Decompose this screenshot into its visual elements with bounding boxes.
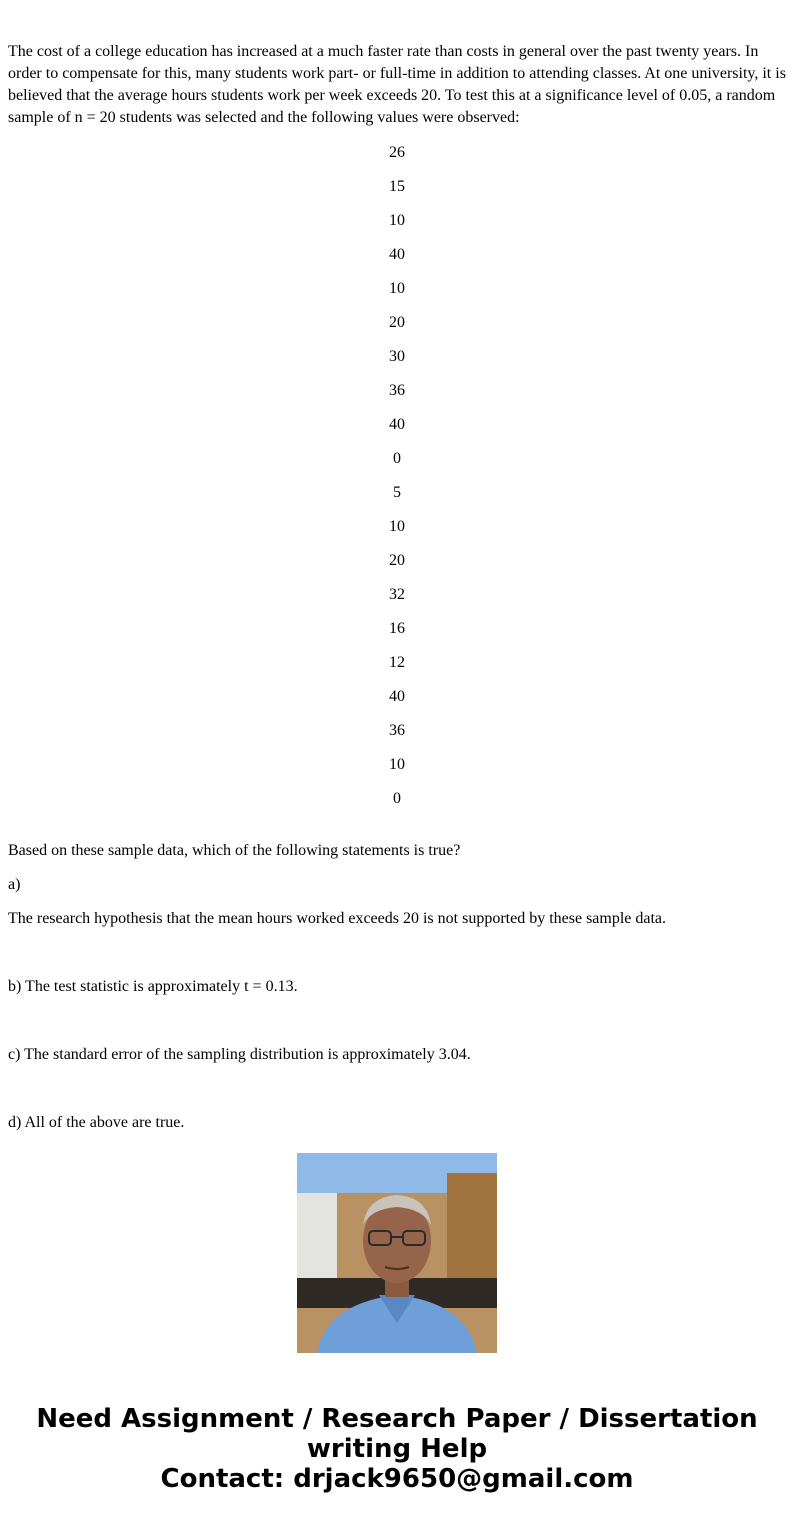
- observed-value: 40: [389, 246, 405, 263]
- promo-banner: [0, 1404, 794, 1494]
- observed-value: 15: [389, 178, 405, 195]
- observed-value: 20: [389, 314, 405, 331]
- question-intro: The cost of a college education has increased at a much faster rate than costs in general over the past twenty years. In order to compensate for this, many students work part- or full-time in addition to attending classes. At one university, it is believed that the average hours students work per week exceeds 20. To test this at a significance level of 0.05, a random sample of n = 20 students was selected and the following values were observed:: [8, 43, 786, 126]
- option-a-label: a): [8, 876, 21, 893]
- observed-value: 30: [389, 348, 405, 365]
- observed-value: 10: [389, 212, 405, 229]
- observed-value: 0: [393, 790, 401, 807]
- promo-line-1: Need Assignment / Research Paper / Dissertation: [36, 1404, 758, 1434]
- observed-values-list: [0, 142, 794, 822]
- promo-line-2: writing Help: [306, 1434, 488, 1464]
- observed-value: 36: [389, 382, 405, 399]
- tutor-portrait-icon: [297, 1153, 497, 1353]
- observed-value: 10: [389, 280, 405, 297]
- option-b: b) The test statistic is approximately t = 0.13.: [8, 978, 298, 995]
- observed-value: 40: [389, 416, 405, 433]
- option-d: d) All of the above are true.: [8, 1114, 185, 1131]
- observed-value: 32: [389, 586, 405, 603]
- option-a-text: The research hypothesis that the mean hours worked exceeds 20 is not supported by these sample data.: [8, 910, 667, 927]
- observed-value: 0: [393, 450, 401, 467]
- observed-value: 20: [389, 552, 405, 569]
- question-prompt: Based on these sample data, which of the following statements is true?: [8, 842, 461, 859]
- observed-value: 36: [389, 722, 405, 739]
- promo-contact: Contact: drjack9650@gmail.com: [160, 1464, 634, 1494]
- observed-value: 10: [389, 518, 405, 535]
- observed-value: 26: [389, 144, 405, 161]
- observed-value: 40: [389, 688, 405, 705]
- observed-value: 12: [389, 654, 405, 671]
- option-c: c) The standard error of the sampling distribution is approximately 3.04.: [8, 1046, 471, 1063]
- observed-value: 16: [389, 620, 405, 637]
- observed-value: 5: [393, 484, 401, 501]
- observed-value: 10: [389, 756, 405, 773]
- tutor-avatar: [297, 1153, 497, 1353]
